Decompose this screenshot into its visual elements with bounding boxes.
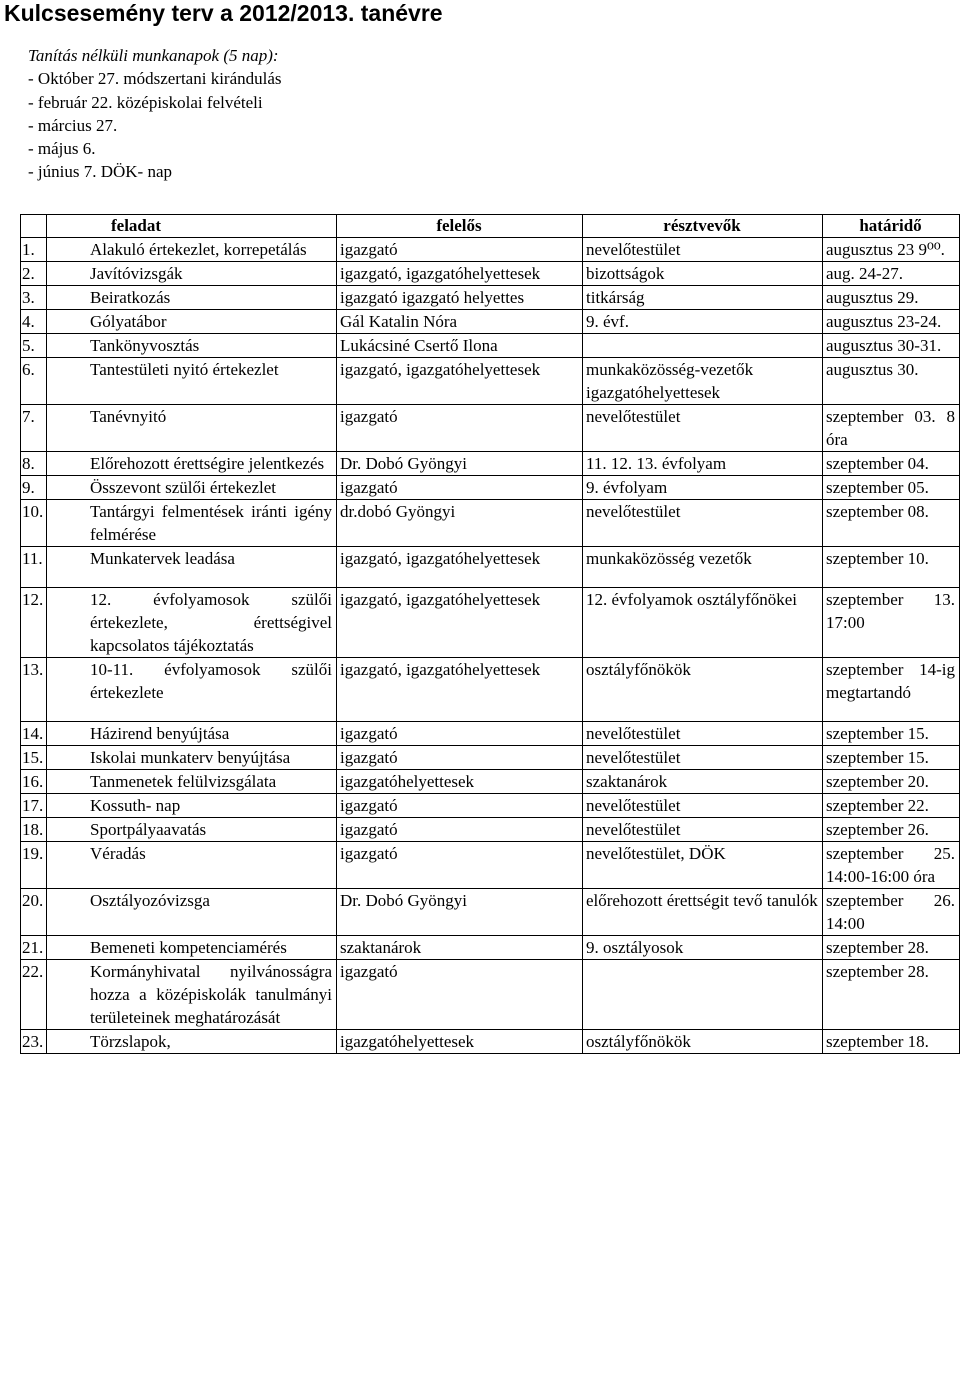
table-row xyxy=(21,658,960,722)
event-table xyxy=(20,214,960,1054)
row-task: 10-11. évfolyamosok szülői értekezlete xyxy=(47,658,337,722)
table-row xyxy=(21,238,960,262)
row-deadline: szeptember 26. xyxy=(823,818,960,842)
row-number: 18. xyxy=(21,818,47,842)
row-participants: 9. osztályosok xyxy=(583,936,823,960)
row-number: 17. xyxy=(21,794,47,818)
row-responsible: igazgató xyxy=(337,818,583,842)
row-participants: osztályfőnökök xyxy=(583,658,823,722)
row-deadline: szeptember 14-ig megtartandó xyxy=(823,658,960,722)
row-number: 2. xyxy=(21,262,47,286)
intro-heading: Tanítás nélküli munkanapok (5 nap): xyxy=(28,46,279,65)
row-deadline: szeptember 13. 17:00 xyxy=(823,588,960,658)
header-responsible: felelős xyxy=(337,215,583,238)
row-participants: előrehozott érettségit tevő tanulók xyxy=(583,889,823,936)
row-number: 21. xyxy=(21,936,47,960)
row-deadline: szeptember 05. xyxy=(823,476,960,500)
row-task: Véradás xyxy=(47,842,337,889)
row-deadline: augusztus 30. xyxy=(823,358,960,405)
row-number: 15. xyxy=(21,746,47,770)
row-deadline: szeptember 18. xyxy=(823,1030,960,1054)
row-task: Kormányhivatal nyilvánosságra hozza a középiskolák tanulmányi területeinek meghatározását xyxy=(47,960,337,1030)
row-participants: nevelőtestület xyxy=(583,500,823,547)
row-participants: 12. évfolyamok osztályfőnökei xyxy=(583,588,823,658)
row-number: 9. xyxy=(21,476,47,500)
page-title: Kulcsesemény terv a 2012/2013. tanévre xyxy=(4,0,443,26)
row-responsible: igazgató, igazgatóhelyettesek xyxy=(337,588,583,658)
row-responsible: igazgatóhelyettesek xyxy=(337,1030,583,1054)
row-deadline: szeptember 28. xyxy=(823,960,960,1030)
table-row xyxy=(21,722,960,746)
row-task: Tantárgyi felmentések iránti igény felmérése xyxy=(47,500,337,547)
row-number: 5. xyxy=(21,334,47,358)
row-responsible: igazgató, igazgatóhelyettesek xyxy=(337,547,583,588)
list-item: - február 22. középiskolai felvételi xyxy=(28,92,263,112)
row-responsible: igazgató xyxy=(337,405,583,452)
row-task: Törzslapok, xyxy=(47,1030,337,1054)
row-number: 19. xyxy=(21,842,47,889)
row-responsible: Gál Katalin Nóra xyxy=(337,310,583,334)
row-participants: nevelőtestület xyxy=(583,238,823,262)
row-participants xyxy=(583,334,823,358)
row-task: 12. évfolyamosok szülői értekezlete, érettségivel kapcsolatos tájékoztatás xyxy=(47,588,337,658)
row-responsible: igazgatóhelyettesek xyxy=(337,770,583,794)
row-responsible: dr.dobó Gyöngyi xyxy=(337,500,583,547)
row-participants: 9. évfolyam xyxy=(583,476,823,500)
row-participants: osztályfőnökök xyxy=(583,1030,823,1054)
list-item: - június 7. DÖK- nap xyxy=(28,162,173,182)
row-task: Előrehozott érettségire jelentkezés xyxy=(47,452,337,476)
row-task: Alakuló értekezlet, korrepetálás xyxy=(47,238,337,262)
row-deadline: szeptember 15. xyxy=(823,746,960,770)
table-row xyxy=(21,818,960,842)
table-row xyxy=(21,358,960,405)
row-participants: titkárság xyxy=(583,286,823,310)
row-deadline: szeptember 10. xyxy=(823,547,960,588)
row-participants: munkaközösség vezetők xyxy=(583,547,823,588)
list-item: - május 6. xyxy=(28,139,96,159)
row-responsible: igazgató, igazgatóhelyettesek xyxy=(337,658,583,722)
row-number: 11. xyxy=(21,547,47,588)
table-header xyxy=(21,215,960,238)
row-task: Tantestületi nyitó értekezlet xyxy=(47,358,337,405)
row-task: Tanmenetek felülvizsgálata xyxy=(47,770,337,794)
row-task: Javítóvizsgák xyxy=(47,262,337,286)
row-responsible: Dr. Dobó Gyöngyi xyxy=(337,452,583,476)
row-participants: nevelőtestület xyxy=(583,722,823,746)
row-responsible: igazgató xyxy=(337,722,583,746)
row-number: 3. xyxy=(21,286,47,310)
row-task: Bemeneti kompetenciamérés xyxy=(47,936,337,960)
row-deadline: augusztus 23 9⁰⁰. xyxy=(823,238,960,262)
row-number: 1. xyxy=(21,238,47,262)
row-responsible: Lukácsiné Csertő Ilona xyxy=(337,334,583,358)
table-row xyxy=(21,842,960,889)
table-row xyxy=(21,476,960,500)
row-deadline: szeptember 22. xyxy=(823,794,960,818)
row-responsible: igazgató, igazgatóhelyettesek xyxy=(337,262,583,286)
table-row xyxy=(21,936,960,960)
header-participants: résztvevők xyxy=(583,215,823,238)
row-responsible: igazgató xyxy=(337,794,583,818)
row-deadline: aug. 24-27. xyxy=(823,262,960,286)
row-participants: szaktanárok xyxy=(583,770,823,794)
table-row xyxy=(21,746,960,770)
row-participants: nevelőtestület xyxy=(583,818,823,842)
non-teaching-days xyxy=(28,44,282,184)
row-participants: nevelőtestület, DÖK xyxy=(583,842,823,889)
table-row xyxy=(21,588,960,658)
row-responsible: igazgató xyxy=(337,842,583,889)
row-number: 20. xyxy=(21,889,47,936)
row-responsible: igazgató igazgató helyettes xyxy=(337,286,583,310)
row-task: Gólyatábor xyxy=(47,310,337,334)
row-number: 13. xyxy=(21,658,47,722)
row-responsible: igazgató xyxy=(337,960,583,1030)
row-number: 12. xyxy=(21,588,47,658)
row-responsible: igazgató xyxy=(337,476,583,500)
row-responsible: igazgató xyxy=(337,746,583,770)
table-row xyxy=(21,452,960,476)
intro-list xyxy=(28,67,282,183)
table-row xyxy=(21,286,960,310)
row-deadline: szeptember 04. xyxy=(823,452,960,476)
row-responsible: igazgató, igazgatóhelyettesek xyxy=(337,358,583,405)
row-deadline: augusztus 29. xyxy=(823,286,960,310)
row-deadline: szeptember 15. xyxy=(823,722,960,746)
row-task: Kossuth- nap xyxy=(47,794,337,818)
row-task: Tanévnyitó xyxy=(47,405,337,452)
row-participants: nevelőtestület xyxy=(583,746,823,770)
row-task: Házirend benyújtása xyxy=(47,722,337,746)
row-number: 23. xyxy=(21,1030,47,1054)
row-deadline: szeptember 20. xyxy=(823,770,960,794)
row-deadline: szeptember 25. 14:00-16:00 óra xyxy=(823,842,960,889)
table-row xyxy=(21,334,960,358)
row-task: Tankönyvosztás xyxy=(47,334,337,358)
table-row xyxy=(21,960,960,1030)
row-participants: 11. 12. 13. évfolyam xyxy=(583,452,823,476)
list-item: - március 27. xyxy=(28,115,118,135)
row-responsible: szaktanárok xyxy=(337,936,583,960)
row-deadline: szeptember 08. xyxy=(823,500,960,547)
row-responsible: igazgató xyxy=(337,238,583,262)
row-number: 7. xyxy=(21,405,47,452)
row-number: 4. xyxy=(21,310,47,334)
table-row xyxy=(21,770,960,794)
row-participants: nevelőtestület xyxy=(583,794,823,818)
row-participants: munkaközösség-vezetők igazgatóhelyettesek xyxy=(583,358,823,405)
row-task: Sportpályaavatás xyxy=(47,818,337,842)
row-number: 14. xyxy=(21,722,47,746)
table-row xyxy=(21,500,960,547)
row-number: 8. xyxy=(21,452,47,476)
table-row xyxy=(21,1030,960,1054)
row-task: Összevont szülői értekezlet xyxy=(47,476,337,500)
table-row xyxy=(21,889,960,936)
row-deadline: szeptember 26. 14:00 xyxy=(823,889,960,936)
row-task: Munkatervek leadása xyxy=(47,547,337,588)
row-deadline: augusztus 23-24. xyxy=(823,310,960,334)
row-deadline: szeptember 28. xyxy=(823,936,960,960)
table-row xyxy=(21,405,960,452)
row-participants: 9. évf. xyxy=(583,310,823,334)
row-participants: bizottságok xyxy=(583,262,823,286)
row-deadline: augusztus 30-31. xyxy=(823,334,960,358)
header-number xyxy=(21,215,47,238)
table-row xyxy=(21,794,960,818)
row-responsible: Dr. Dobó Gyöngyi xyxy=(337,889,583,936)
row-number: 10. xyxy=(21,500,47,547)
table-row xyxy=(21,262,960,286)
row-task: Osztályozóvizsga xyxy=(47,889,337,936)
row-task: Beiratkozás xyxy=(47,286,337,310)
header-task: feladat xyxy=(47,215,337,238)
row-number: 16. xyxy=(21,770,47,794)
row-participants xyxy=(583,960,823,1030)
header-deadline: határidő xyxy=(823,215,960,238)
row-deadline: szeptember 03. 8 óra xyxy=(823,405,960,452)
row-participants: nevelőtestület xyxy=(583,405,823,452)
row-number: 6. xyxy=(21,358,47,405)
table-row xyxy=(21,547,960,588)
row-number: 22. xyxy=(21,960,47,1030)
row-task: Iskolai munkaterv benyújtása xyxy=(47,746,337,770)
list-item: - Október 27. módszertani kirándulás xyxy=(28,69,282,89)
table-row xyxy=(21,310,960,334)
